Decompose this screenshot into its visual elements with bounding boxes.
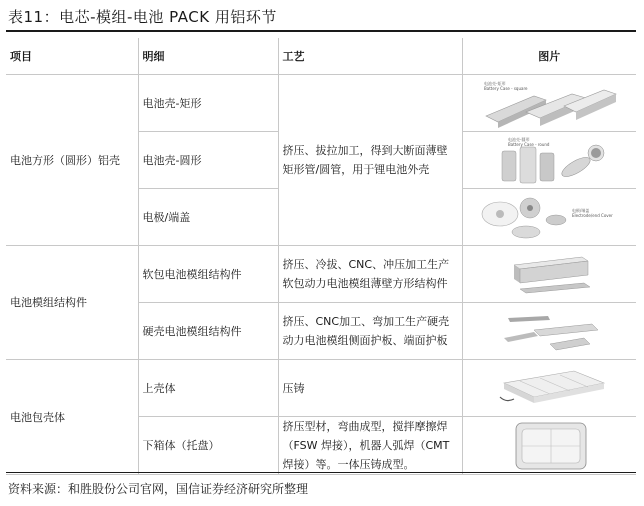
svg-text:电极/端盖: 电极/端盖 — [572, 208, 590, 213]
table-row — [6, 246, 636, 303]
aluminum-usage-table — [6, 38, 636, 475]
cell-detail: 电极/端盖 — [138, 189, 278, 246]
rectangular-battery-case-image — [464, 76, 634, 130]
table-header-row — [6, 38, 636, 75]
header-picture: 图片 — [462, 38, 636, 75]
cell-item: 电池包壳体 — [6, 360, 138, 475]
svg-text:Battery Case - square: Battery Case - square — [484, 86, 528, 91]
cell-picture — [462, 246, 636, 303]
table-row — [6, 75, 636, 132]
header-process: 工艺 — [278, 38, 462, 75]
cell-process: 挤压、拔拉加工，得到大断面薄壁矩形管/圆管，用于锂电池外壳 — [278, 75, 462, 246]
round-battery-case-image — [464, 133, 634, 187]
svg-text:电池壳-圆形: 电池壳-圆形 — [508, 137, 530, 142]
lower-tray-image — [464, 419, 634, 473]
cell-detail: 软包电池模组结构件 — [138, 246, 278, 303]
cell-process: 挤压、冷拔、CNC、冲压加工生产软包动力电池模组薄壁方形结构件 — [278, 246, 462, 303]
cell-detail: 上壳体 — [138, 360, 278, 417]
cell-detail: 电池壳-矩形 — [138, 75, 278, 132]
header-detail: 明细 — [138, 38, 278, 75]
svg-text:电池壳-矩形: 电池壳-矩形 — [484, 81, 506, 86]
cell-process: 压铸 — [278, 360, 462, 417]
upper-shell-image — [464, 361, 634, 415]
cell-detail: 电池壳-圆形 — [138, 132, 278, 189]
cell-picture — [462, 417, 636, 475]
cell-picture — [462, 303, 636, 360]
top-rule — [6, 30, 636, 32]
header-item: 项目 — [6, 38, 138, 75]
electrode-end-cover-image — [464, 190, 634, 244]
cell-picture — [462, 189, 636, 246]
cell-detail: 下箱体（托盘） — [138, 417, 278, 475]
svg-text:Battery Case - round: Battery Case - round — [508, 142, 550, 147]
cell-item: 电池模组结构件 — [6, 246, 138, 360]
svg-text:Electrode/end Cover: Electrode/end Cover — [572, 213, 613, 218]
table-title: 表11：电芯-模组-电池 PACK 用铝环节 — [8, 8, 277, 26]
bottom-rule — [6, 472, 636, 473]
table-row — [6, 360, 636, 417]
hard-case-module-structure-image — [464, 304, 634, 358]
source-note: 资料来源：和胜股份公司官网，国信证券经济研究所整理 — [8, 482, 309, 496]
cell-item: 电池方形（圆形）铝壳 — [6, 75, 138, 246]
cell-picture — [462, 75, 636, 132]
cell-process: 挤压、CNC加工、弯加工生产硬壳动力电池模组侧面护板、端面护板 — [278, 303, 462, 360]
cell-process: 挤压型材，弯曲成型，搅拌摩擦焊（FSW 焊接），机器人弧焊（CMT 焊接）等。一体压铸成型。 — [278, 417, 462, 475]
pouch-module-structure-image — [464, 247, 634, 301]
cell-picture — [462, 132, 636, 189]
cell-picture — [462, 360, 636, 417]
cell-detail: 硬壳电池模组结构件 — [138, 303, 278, 360]
